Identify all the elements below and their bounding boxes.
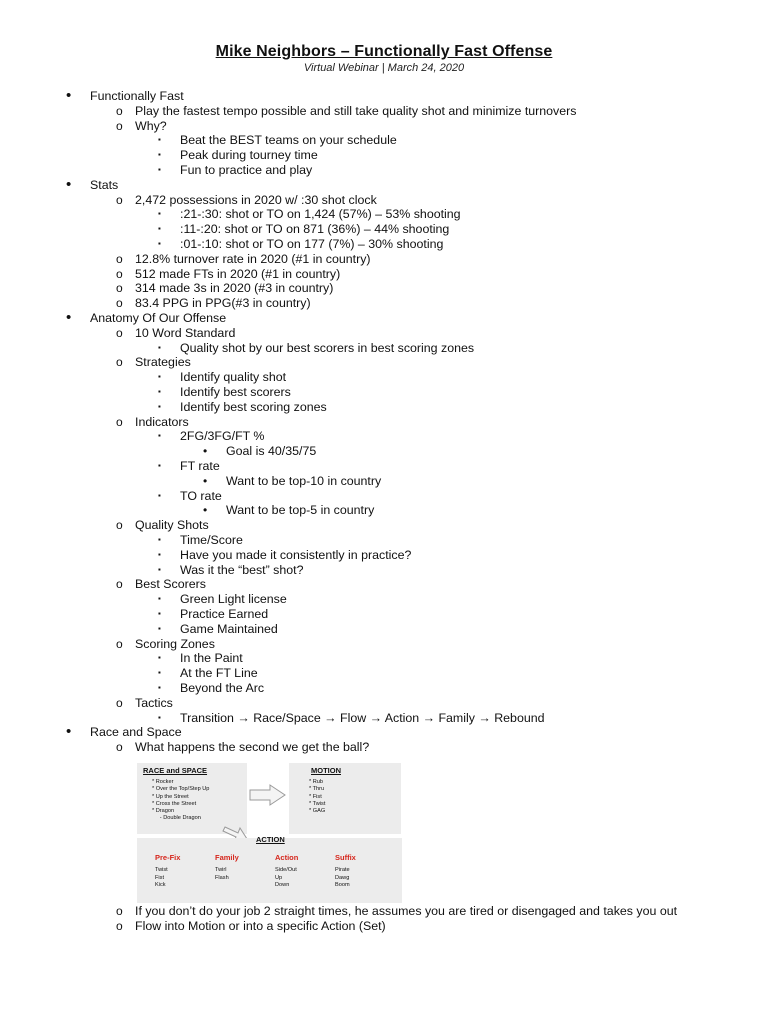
- bullet-marker-icon: ▪: [158, 549, 161, 559]
- diagram-list-item: - Double Dragon: [152, 815, 201, 822]
- bullet-marker-icon: o: [116, 518, 123, 533]
- bullet-marker-icon: o: [116, 577, 123, 592]
- bullet-marker-icon: ▪: [158, 490, 161, 500]
- outline-item-level-3: Identify best scoring zones: [180, 399, 327, 414]
- diagram-list-item: * Twist: [309, 800, 326, 807]
- outline-item-level-2: If you don’t do your job 2 straight times, he assumes you are tired or disengaged and takes you out: [135, 904, 678, 918]
- outline-item-level-2: 12.8% turnover rate in 2020 (#1 in country): [135, 251, 371, 266]
- action-column-header: Pre-Fix: [155, 853, 181, 862]
- outline-item-level-2: Strategies: [135, 355, 191, 370]
- outline-item-level-3: Identify quality shot: [180, 370, 287, 385]
- bullet-marker-icon: ▪: [158, 135, 161, 145]
- action-column-item: Boom: [335, 882, 350, 889]
- diagram-list-item: * Dragon: [152, 808, 175, 815]
- bullet-marker-icon: ▪: [158, 372, 161, 382]
- outline-item-level-1: Anatomy Of Our Offense: [90, 311, 227, 325]
- bullet-marker-icon: ▪: [158, 623, 161, 633]
- race-space-list: [152, 779, 209, 823]
- bullet-marker-icon: o: [116, 103, 123, 118]
- outline-item-level-2: 10 Word Standard: [135, 325, 236, 340]
- bullet-marker-icon: ▪: [158, 150, 161, 160]
- bullet-marker-icon: •: [203, 503, 208, 518]
- bullet-marker-icon: ▪: [158, 239, 161, 248]
- bullet-marker-icon: ▪: [158, 431, 161, 441]
- bullet-marker-icon: o: [116, 296, 123, 311]
- outline-item-level-3: :21-:30: shot or TO on 1,424 (57%) – 53% shooting: [180, 207, 461, 222]
- bullet-marker-icon: ▪: [158, 609, 161, 618]
- bullet-marker-icon: o: [116, 414, 123, 429]
- outline-item-level-2: Scoring Zones: [135, 636, 215, 651]
- outline-item-level-2: 512 made FTs in 2020 (#1 in country): [135, 266, 341, 281]
- race-space-title: RACE and SPACE: [143, 766, 208, 775]
- action-column-items: [155, 867, 168, 890]
- outline-item-level-2: Indicators: [135, 414, 189, 429]
- motion-list: [309, 779, 325, 815]
- outline-item-level-1: Functionally Fast: [90, 89, 184, 103]
- outline-item-level-3: At the FT Line: [180, 666, 258, 681]
- bullet-marker-icon: o: [116, 740, 123, 755]
- bullet-marker-icon: o: [116, 695, 123, 710]
- action-column-item: Twist: [155, 867, 168, 873]
- action-column-item: Kick: [155, 882, 166, 889]
- bullet-marker-icon: •: [66, 309, 72, 326]
- action-column-item: Side/Out: [275, 867, 297, 873]
- bullet-marker-icon: ▪: [158, 653, 161, 663]
- diagram-list-item: * Thru: [309, 786, 325, 793]
- action-panel: [137, 835, 402, 903]
- outline-item-level-2: 83.4 PPG in PPG(#3 in country): [135, 296, 311, 311]
- bullet-marker-icon: ▪: [158, 712, 161, 722]
- outline-item-level-2: Quality Shots: [135, 518, 209, 533]
- outline-item-level-2: Flow into Motion or into a specific Action (Set): [135, 918, 386, 933]
- outline-item-level-3: TO rate: [180, 488, 222, 503]
- action-column-item: Fist: [155, 874, 165, 881]
- bullet-marker-icon: ▪: [158, 342, 161, 352]
- bullet-marker-icon: o: [116, 266, 123, 281]
- bullet-marker-icon: o: [116, 281, 123, 296]
- outline-item-level-3: Was it the “best” shot?: [180, 562, 304, 577]
- outline-item-level-4: Want to be top-10 in country: [226, 473, 382, 488]
- diagram-list-item: * Fist: [309, 793, 322, 800]
- action-column-item: Twirl: [215, 867, 227, 873]
- action-column-item: Down: [275, 882, 290, 889]
- bullet-marker-icon: o: [116, 251, 123, 266]
- bullet-marker-icon: o: [116, 118, 123, 133]
- bullet-marker-icon: ▪: [158, 209, 161, 219]
- action-column-items: [275, 867, 297, 890]
- outline-item-level-3: Peak during tourney time: [180, 148, 318, 163]
- action-column-header: Family: [215, 853, 239, 862]
- outline-item-level-3: :11-:20: shot or TO on 871 (36%) – 44% shooting: [180, 222, 450, 237]
- outline-item-level-3: Fun to practice and play: [180, 163, 313, 177]
- diagram-list-item: * GAG: [309, 808, 326, 815]
- action-column-item: Flash: [215, 874, 229, 881]
- bullet-marker-icon: ▪: [158, 535, 161, 544]
- outline-item-level-4: Goal is 40/35/75: [226, 444, 317, 459]
- page-title: Mike Neighbors – Functionally Fast Offense: [215, 43, 553, 60]
- outline-item-level-2: 2,472 possessions in 2020 w/ :30 shot clock: [135, 192, 377, 207]
- bullet-marker-icon: •: [66, 723, 72, 741]
- diagram-list-item: * Cross the Street: [152, 800, 197, 807]
- bullet-marker-icon: ▪: [158, 668, 161, 678]
- action-column-item: Pirate: [335, 867, 350, 873]
- action-column-items: [215, 867, 229, 882]
- outline-item-level-3: Transition → Race/Space → Flow → Action → Family → Rebound: [180, 710, 545, 725]
- outline-item-level-2: 314 made 3s in 2020 (#3 in country): [135, 281, 334, 296]
- action-column-item: Up: [275, 874, 283, 881]
- bullet-marker-icon: o: [116, 192, 123, 207]
- outline-item-level-3: Game Maintained: [180, 621, 278, 636]
- outline-item-level-3: Green Light license: [180, 592, 287, 607]
- outline-item-level-3: Have you made it consistently in practice?: [180, 547, 412, 562]
- outline-item-level-3: 2FG/3FG/FT %: [180, 429, 265, 444]
- outline-item-level-1: Race and Space: [90, 725, 182, 740]
- outline-item-level-3: FT rate: [180, 459, 220, 473]
- outline-item-level-3: Time/Score: [180, 533, 243, 547]
- action-column-header: Action: [275, 853, 299, 862]
- bullet-marker-icon: ▪: [158, 461, 161, 470]
- race-and-space-diagram: [137, 763, 402, 903]
- outline-item-level-2: Why?: [135, 118, 167, 133]
- bullet-marker-icon: •: [203, 444, 208, 459]
- diagram-list-item: * Up the Street: [152, 793, 189, 800]
- bullet-marker-icon: o: [116, 325, 123, 340]
- outline-item-level-3: In the Paint: [180, 651, 243, 666]
- outline-item-level-3: Beyond the Arc: [180, 681, 265, 695]
- outline-item-level-2: What happens the second we get the ball?: [135, 740, 370, 755]
- bullet-marker-icon: o: [116, 355, 123, 370]
- bullet-marker-icon: o: [116, 636, 123, 651]
- motion-panel: [289, 763, 401, 834]
- bullet-marker-icon: ▪: [158, 683, 161, 692]
- outline-item-level-2: Play the fastest tempo possible and still take quality shot and minimize turnovers: [135, 103, 577, 118]
- action-column-items: [335, 867, 350, 890]
- outline-item-level-4: Want to be top-5 in country: [226, 503, 375, 518]
- outline-item-level-3: :01-:10: shot or TO on 177 (7%) – 30% shooting: [180, 237, 444, 251]
- bullet-marker-icon: ▪: [158, 401, 161, 411]
- outline-item-level-2: Tactics: [135, 695, 173, 710]
- right-arrow-icon: [248, 783, 288, 807]
- outline-item-level-3: Quality shot by our best scorers in best scoring zones: [180, 340, 475, 355]
- outline-item-level-2: Best Scorers: [135, 577, 206, 592]
- bullet-marker-icon: o: [116, 904, 123, 918]
- outline-item-level-3: Practice Earned: [180, 607, 269, 621]
- action-column-header: Suffix: [335, 853, 356, 862]
- outline-item-level-1: Stats: [90, 177, 119, 192]
- bullet-marker-icon: •: [203, 473, 208, 488]
- motion-title: MOTION: [311, 766, 341, 775]
- bullet-marker-icon: ▪: [158, 594, 161, 604]
- bullet-marker-icon: ▪: [158, 387, 161, 396]
- diagram-list-item: * Over the Top/Step Up: [152, 786, 210, 793]
- diagram-list-item: * Rocker: [152, 779, 174, 785]
- page-subtitle: Virtual Webinar | March 24, 2020: [303, 62, 465, 74]
- bullet-marker-icon: o: [116, 918, 123, 933]
- action-column-item: Dawg: [335, 874, 350, 881]
- bullet-marker-icon: •: [66, 175, 72, 193]
- bullet-marker-icon: ▪: [158, 564, 161, 574]
- bullet-marker-icon: •: [66, 87, 72, 104]
- diagram-list-item: * Rub: [309, 779, 323, 785]
- action-title: ACTION: [256, 835, 285, 844]
- bullet-marker-icon: ▪: [158, 165, 161, 174]
- outline-item-level-3: Identify best scorers: [180, 385, 291, 399]
- bullet-marker-icon: ▪: [158, 224, 161, 234]
- outline-item-level-3: Beat the BEST teams on your schedule: [180, 133, 397, 148]
